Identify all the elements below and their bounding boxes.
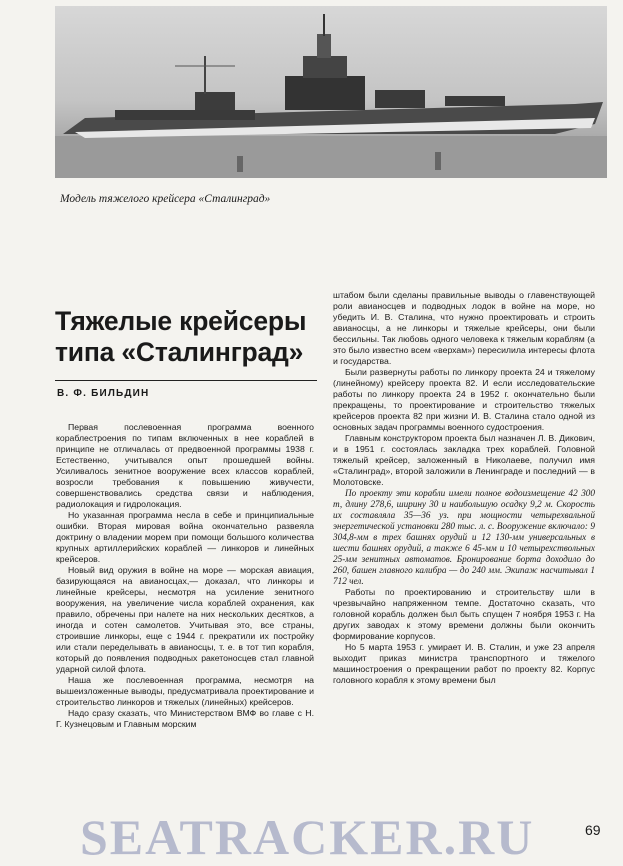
paragraph: Но 5 марта 1953 г. умирает И. В. Сталин, и уже 23 апреля выходит приказ министра транспортного и тяжелого машиностроения о прекращении работ по проекту 82. Корпус головного корабля к этому времени был: [333, 642, 595, 685]
title-divider: [55, 380, 317, 381]
ship-silhouette-illustration: [55, 6, 607, 178]
paragraph: Новый вид оружия в войне на море — морская авиация, базирующаяся на авианосцах,— доказал, что линкоры и линейные крейсеры, несмотря на усиление зенитного вооружения, на увеличение числа кораблей охранения, как правило, обречены при налете на них нескольких десятков, а иногда и сотен самолетов. Учитывая это, все страны, строившие линкоры, еще с 1944 г. прекратили их постройку или стали переделывать в авианосцы, т. е. в тот тип корабля, который до появления подводных ракетоносцев стал главной ударной силой флота.: [56, 565, 314, 674]
photo-caption: Модель тяжелого крейсера «Сталинград»: [60, 193, 271, 205]
paragraph: Но указанная программа несла в себе и принципиальные ошибки. Вторая мировая война окончательно развеяла доктрину о владении морем при помощи большого количества крупных артиллерийских кораблей — линкоров и линейных крейсеров.: [56, 510, 314, 564]
page-number: 69: [585, 822, 601, 838]
title-line-1: Тяжелые крейсеры: [55, 306, 307, 336]
author-byline: В. Ф. БИЛЬДИН: [57, 388, 150, 399]
paragraph: Работы по проектированию и строительству шли в чрезвычайно напряженном темпе. Достаточно сказать, что головной корабль должен был быть спущен 7 ноября 1953 г. На других заводах к этому времени должны были окончить формирование корпусов.: [333, 587, 595, 641]
watermark: SEATRACKER.RU: [80, 809, 535, 865]
paragraph: Были развернуты работы по линкору проекта 24 и тяжелому (линейному) крейсеру проекта 82. И если исследовательские работы по линкору проекта 24 в 1952 г. окончательно были прекращены, то проектирование и строительство тяжелых крейсеров проекта 82 при жизни И. В. Сталина стало одной из основных задач программы военного судостроения.: [333, 367, 595, 432]
title-line-2: типа «Сталинград»: [55, 337, 304, 368]
paragraph: Надо сразу сказать, что Министерством ВМФ во главе с Н. Г. Кузнецовым и Главным морским: [56, 708, 314, 729]
text-column-right: [333, 290, 595, 686]
paragraph: штабом были сделаны правильные выводы о главенствующей роли авианосцев и подводных лодок в войне на море, но убедить И. В. Сталина, что нужно проектировать и строить авианосцы, а не линкоры и тяжелые крейсеры, они были бессильны. Так любовь одного человека к тяжелым кораблям (а это было известно всем «верхам») пересилила интересы флота и государства.: [333, 290, 595, 366]
paragraph: Главным конструктором проекта был назначен Л. В. Дикович, и в 1951 г. состоялась закладка трех кораблей. Головной тяжелый крейсер, заложенный в Николаеве, получил имя «Сталинград», второй заложили в Ленинграде и последний — в Молотовске.: [333, 433, 595, 487]
paragraph: Наша же послевоенная программа, несмотря на вышеизложенные выводы, предусматривала проектирование и строительство линкоров и тяжелых (линейных) крейсеров.: [56, 675, 314, 707]
paragraph: Первая послевоенная программа военного кораблестроения по типам включенных в нее кораблей в принципе не отличалась от предвоенной программы 1938 г. Естественно, учитывался опыт прошедшей войны. Усиливалось зенитное вооружение всех классов кораблей, возросли требования к повышению живучести, совершенствовались средства связи и наблюдения, радиолокация и гидролокация.: [56, 422, 314, 509]
article-title: [55, 306, 325, 369]
specifications-paragraph: По проекту эти корабли имели полное водоизмещение 42 300 т, длину 278,6, ширину 30 и наибольшую осадку 9,2 м. Скорость их составляла 35—36 уз. при мощности четырехвальной энергетической установки 280 тыс. л. с. Вооружение включало: 9 304,8-мм в трех башнях орудий и 12 130-мм универсальных в шести башнях орудий, а также 6 45-мм и 10 четырехствольных 25-мм зенитных автоматов. Бронирование борта доходило до 260, башен главного калибра — до 240 мм. Экипаж насчитывал 1 712 чел.: [333, 488, 595, 586]
text-column-left: [56, 422, 314, 730]
ship-model-photo: [55, 6, 607, 178]
